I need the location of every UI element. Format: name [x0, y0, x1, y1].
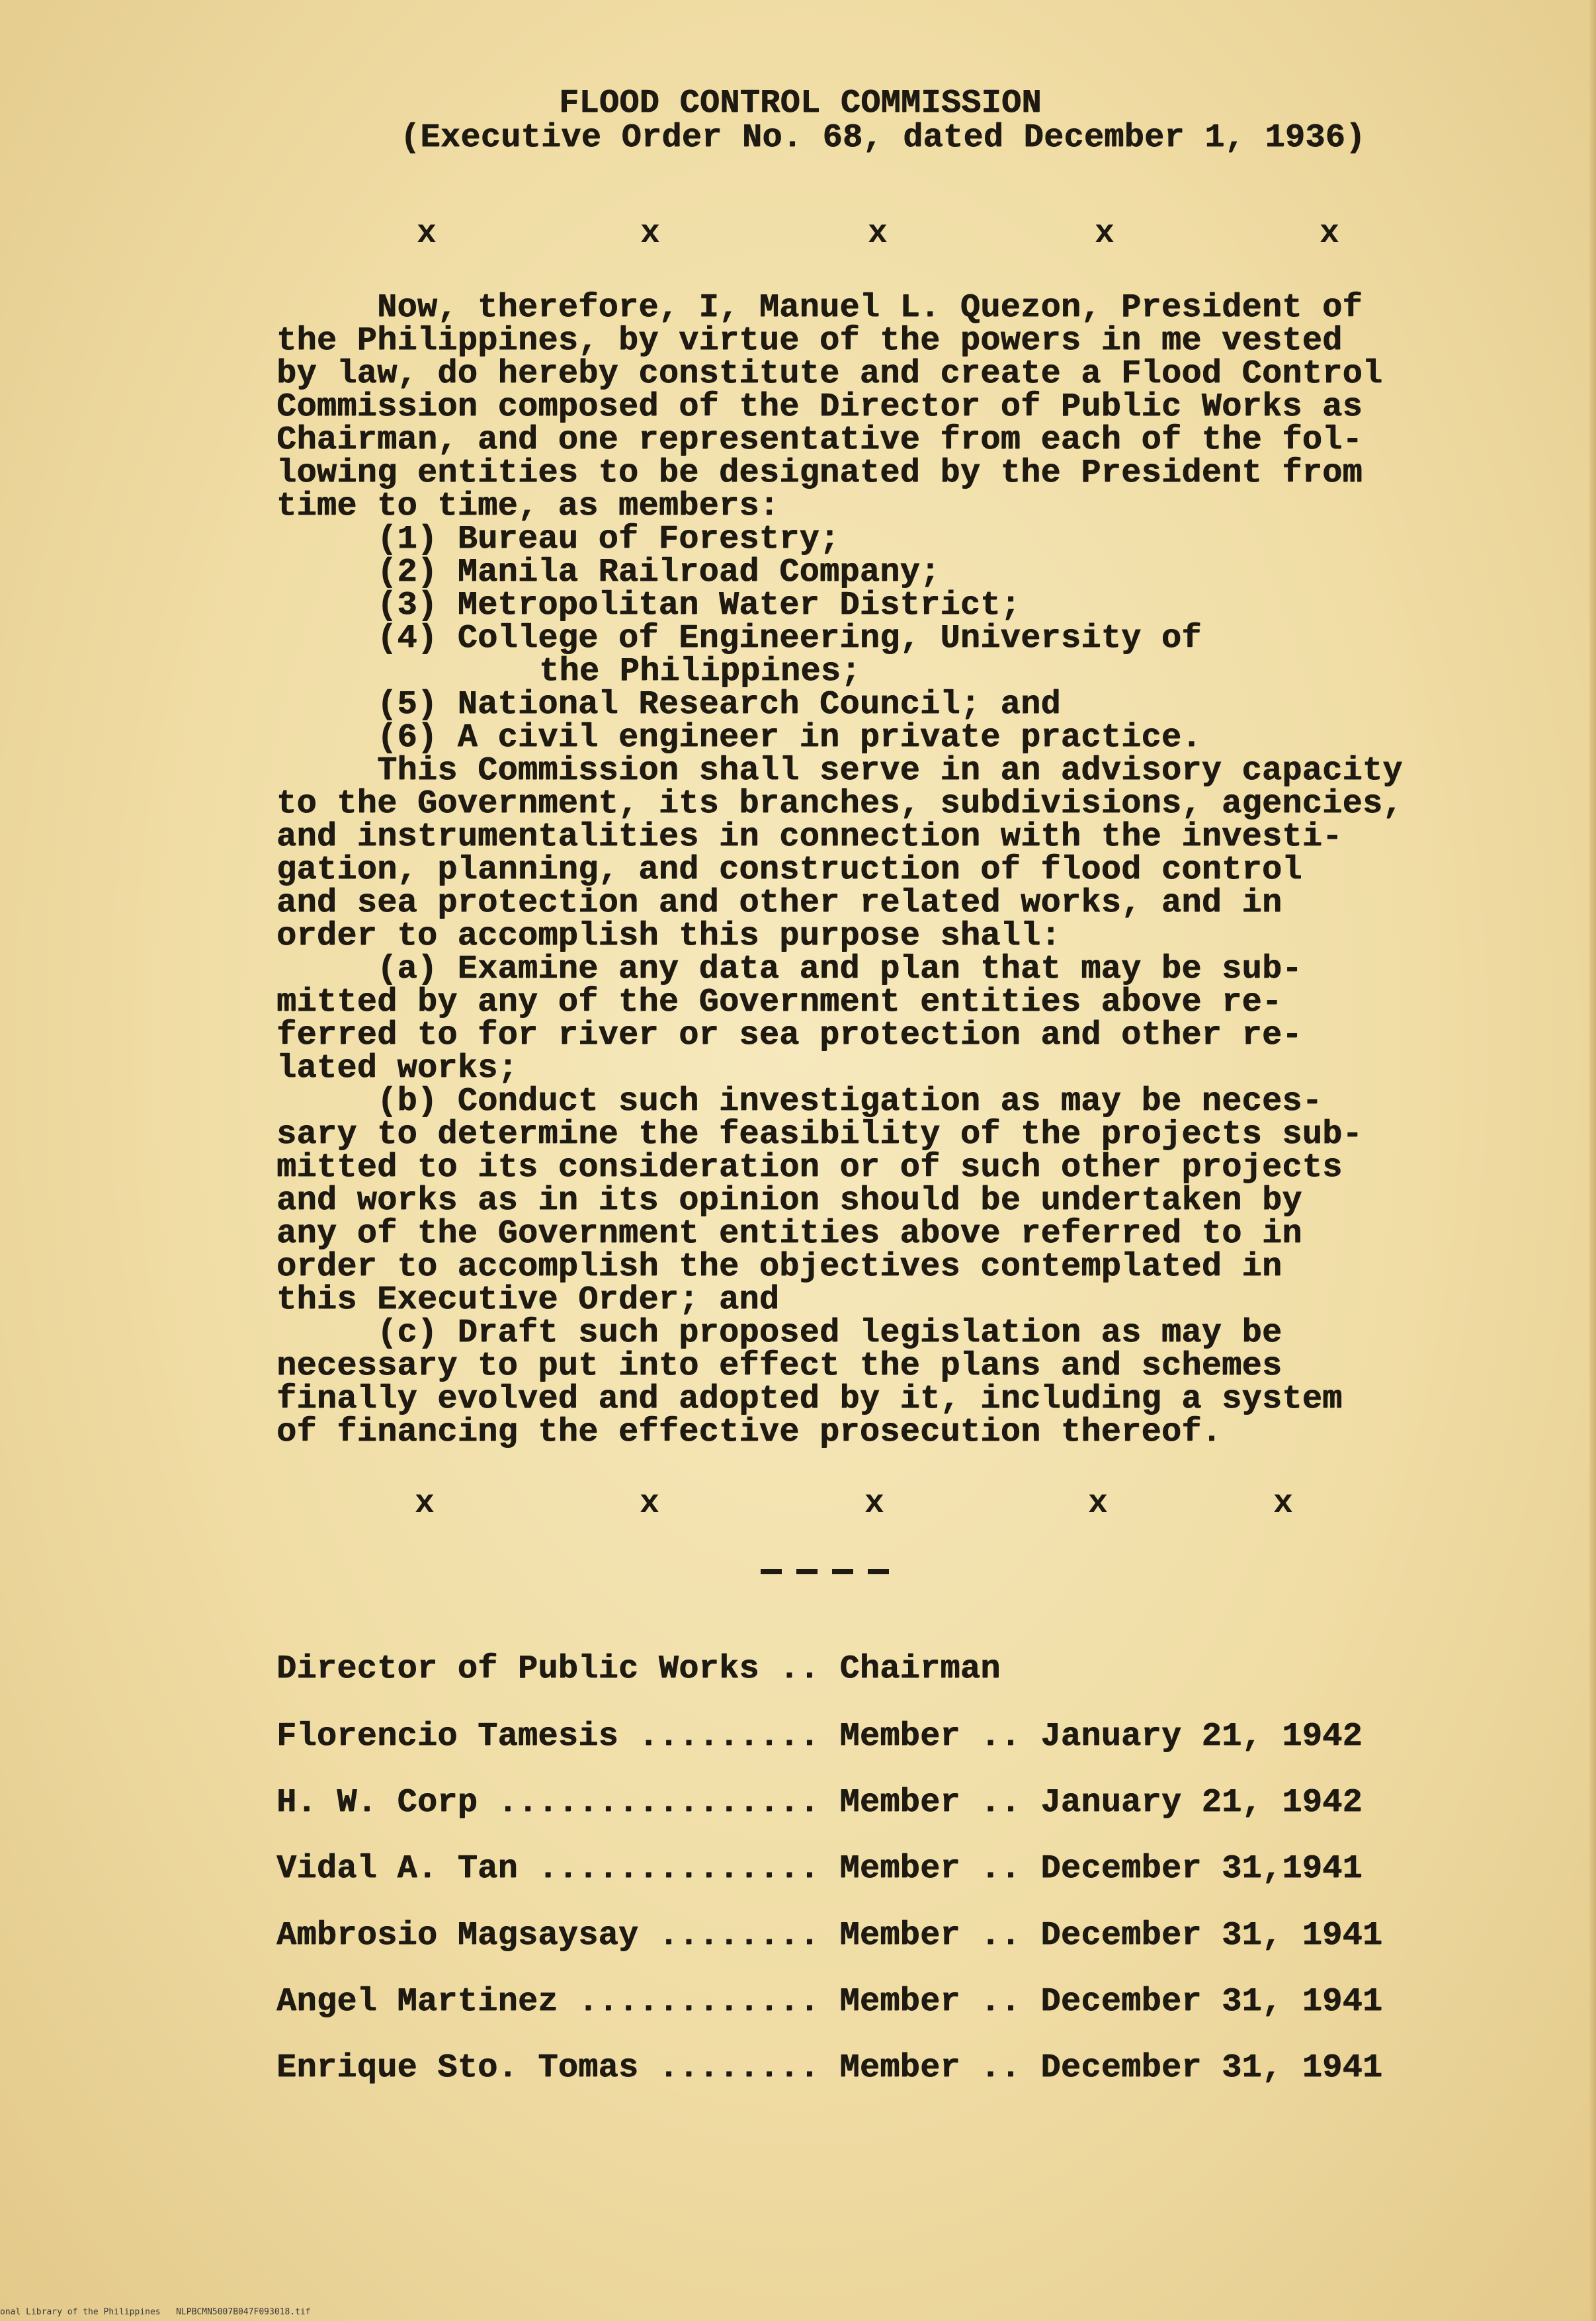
duty-line: mitted by any of the Government entities above re-	[276, 984, 1282, 1021]
roster-row: Director of Public Works .. Chairman	[276, 1650, 1001, 1688]
dash	[761, 1569, 782, 1574]
duty-line: order to accomplish the objectives contemplated in	[276, 1248, 1282, 1286]
body-line: to the Government, its branches, subdivisions, agencies,	[276, 785, 1403, 823]
duty-line: (b) Conduct such investigation as may be neces-	[377, 1083, 1323, 1120]
body-line: order to accomplish this purpose shall:	[276, 917, 1061, 955]
dash	[832, 1569, 853, 1574]
separator-x: x	[1095, 215, 1115, 253]
duty-line: (a) Examine any data and plan that may be sub-	[377, 950, 1302, 988]
member-entity: (1) Bureau of Forestry;	[377, 521, 840, 558]
body-line: This Commission shall serve in an advisory capacity	[377, 752, 1403, 790]
document-subtitle: (Executive Order No. 68, dated December 1, 1936)	[400, 119, 1366, 157]
duty-line: sary to determine the feasibility of the projects sub-	[276, 1116, 1363, 1154]
duty-line: any of the Government entities above referred to in	[276, 1215, 1302, 1253]
separator-x: x	[417, 215, 437, 253]
separator-x: x	[640, 1485, 660, 1523]
body-line: lowing entities to be designated by the President from	[276, 454, 1363, 492]
roster-row: Enrique Sto. Tomas ........ Member .. December 31, 1941	[276, 2049, 1383, 2087]
separator-x: x	[1320, 215, 1340, 253]
page-edge	[1589, 0, 1596, 2321]
body-line: and instrumentalities in connection with the investi-	[276, 818, 1343, 856]
member-entity: (5) National Research Council; and	[377, 686, 1061, 724]
separator-x: x	[1088, 1485, 1109, 1523]
member-entity: (6) A civil engineer in private practice.	[377, 719, 1202, 757]
body-line: by law, do hereby constitute and create a Flood Control	[276, 355, 1383, 393]
duty-line: (c) Draft such proposed legislation as may be	[377, 1314, 1282, 1352]
separator-x: x	[415, 1485, 435, 1523]
dash	[796, 1569, 818, 1574]
duty-line: mitted to its consideration or of such other projects	[276, 1149, 1343, 1187]
separator-x: x	[868, 215, 888, 253]
separator-x: x	[640, 215, 661, 253]
duty-line: of financing the effective prosecution thereof.	[276, 1414, 1222, 1451]
body-line: Chairman, and one representative from each of the fol-	[276, 421, 1363, 459]
roster-row: Vidal A. Tan .............. Member .. December 31,1941	[276, 1850, 1363, 1888]
roster-row: Florencio Tamesis ......... Member .. January 21, 1942	[276, 1718, 1363, 1755]
member-entity: the Philippines;	[539, 653, 861, 691]
dash	[868, 1569, 889, 1574]
duty-line: this Executive Order; and	[276, 1281, 780, 1319]
roster-row: Angel Martinez ............ Member .. December 31, 1941	[276, 1983, 1383, 2021]
duty-line: lated works;	[276, 1050, 518, 1087]
member-entity: (3) Metropolitan Water District;	[377, 587, 1021, 624]
duty-line: ferred to for river or sea protection and other re-	[276, 1017, 1302, 1054]
body-line: Commission composed of the Director of Public Works as	[276, 388, 1363, 426]
body-line: time to time, as members:	[276, 487, 780, 525]
body-line: and sea protection and other related works, and in	[276, 884, 1282, 922]
duty-line: finally evolved and adopted by it, including a system	[276, 1380, 1343, 1418]
body-line: the Philippines, by virtue of the powers in me vested	[276, 322, 1343, 360]
roster-row: H. W. Corp ................ Member .. January 21, 1942	[276, 1784, 1363, 1822]
member-entity: (4) College of Engineering, University of	[377, 620, 1202, 657]
duty-line: and works as in its opinion should be undertaken by	[276, 1182, 1302, 1220]
scan-footer: onal Library of the Philippines NLPBCMN5007B047F093018.tif	[0, 2307, 311, 2317]
separator-x: x	[1273, 1485, 1294, 1523]
document-title: FLOOD CONTROL COMMISSION	[559, 85, 1042, 122]
member-entity: (2) Manila Railroad Company;	[377, 554, 941, 591]
body-line: gation, planning, and construction of flood control	[276, 851, 1302, 889]
body-line: Now, therefore, I, Manuel L. Quezon, President of	[377, 289, 1363, 327]
separator-x: x	[864, 1485, 885, 1523]
roster-row: Ambrosio Magsaysay ........ Member .. December 31, 1941	[276, 1917, 1383, 1955]
duty-line: necessary to put into effect the plans and schemes	[276, 1347, 1282, 1385]
